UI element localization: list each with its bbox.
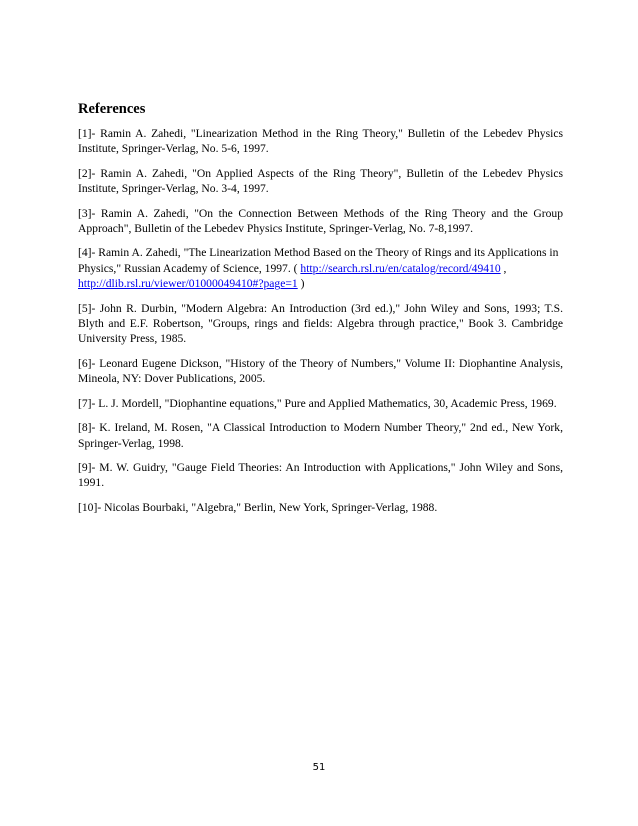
reference-item-4 — [78, 245, 563, 291]
reference-4-separator: , — [500, 261, 507, 275]
reference-item-9: [9]- M. W. Guidry, "Gauge Field Theories: An Introduction with Applications," John Wiley and Sons, 1991. — [78, 460, 563, 490]
reference-item-6: [6]- Leonard Eugene Dickson, "History of the Theory of Numbers," Volume II: Diophantine Analysis, Mineola, NY: Dover Publications, 2005. — [78, 356, 563, 386]
reference-item-3: [3]- Ramin A. Zahedi, "On the Connection Between Methods of the Ring Theory and the Group Approach", Bulletin of the Lebedev Physics Institute, Springer-Verlag, No. 7-8,1997. — [78, 206, 563, 236]
reference-4-link-search-rsl[interactable]: http://search.rsl.ru/en/catalog/record/49410 — [300, 261, 501, 275]
reference-4-closing: ) — [297, 277, 305, 291]
reference-4-text: [4]- Ramin A. Zahedi, "The Linearization Method Based on the Theory of Rings and its Applications in Physics," Russian Academy of Science, 1997. ( — [78, 246, 559, 275]
reference-item-8: [8]- K. Ireland, M. Rosen, "A Classical Introduction to Modern Number Theory," 2nd ed., New York, Springer-Verlag, 1998. — [78, 421, 563, 450]
reference-item-2: [2]- Ramin A. Zahedi, "On Applied Aspects of the Ring Theory", Bulletin of the Lebedev Physics Institute, Springer-Verlag, No. 3-4, 1997. — [78, 166, 563, 196]
references-heading: References — [78, 101, 146, 117]
reference-4-link-dlib-rsl[interactable]: http://dlib.rsl.ru/viewer/01000049410#?page=1 — [78, 277, 298, 291]
reference-item-1: [1]- Ramin A. Zahedi, "Linearization Method in the Ring Theory," Bulletin of the Lebedev Physics Institute, Springer-Verlag, No. 5-6, 1997. — [78, 127, 563, 156]
reference-item-10: [10]- Nicolas Bourbaki, "Algebra," Berlin, New York, Springer-Verlag, 1988. — [78, 500, 438, 514]
page-number: 51 — [312, 762, 326, 773]
reference-item-5: [5]- John R. Durbin, "Modern Algebra: An Introduction (3rd ed.)," John Wiley and Sons, 1993; T.S. Blyth and E.F. Robertson, "Groups, rings and fields: Algebra through practice," Book 3. Cambridge University Press, 1985. — [78, 301, 563, 346]
reference-item-7: [7]- L. J. Mordell, "Diophantine equations," Pure and Applied Mathematics, 30, Academic Press, 1969. — [78, 396, 557, 410]
references-section — [78, 100, 563, 524]
